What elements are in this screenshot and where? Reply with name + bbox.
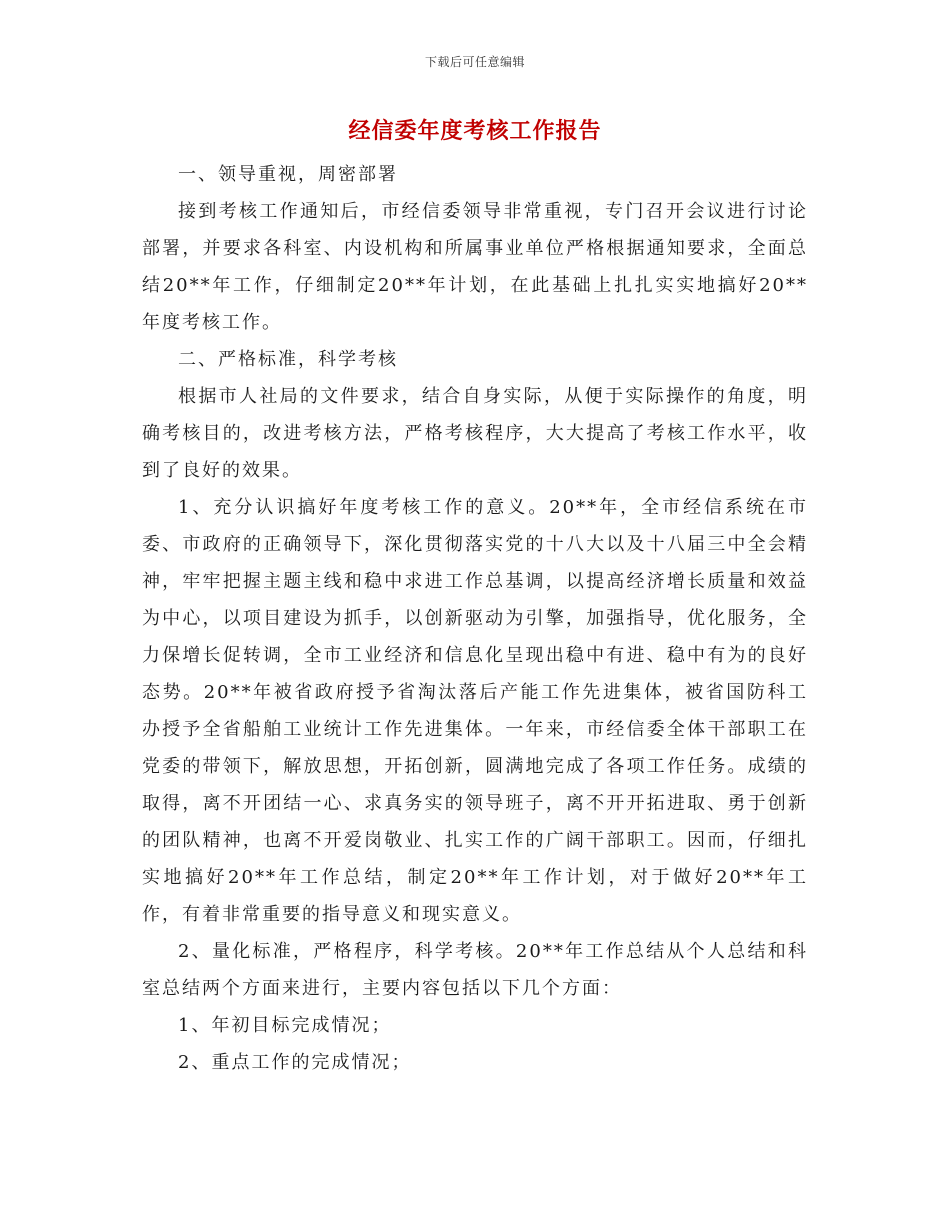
body-paragraph: 1、充分认识搞好年度考核工作的意义。20**年，全市经信系统在市委、市政府的正确领导下，深化贯彻落实党的十八大以及十八届三中全会精神，牢牢把握主题主线和稳中求进工作总基调，以提高经济增长质量和效益为中心，以项目建设为抓手，以创新驱动为引擎，加强指导，优化服务，全力保增长促转调，全市工业经济和信息化呈现出稳中有进、稳中有为的良好态势。20**年被省政府授予省淘汰落后产能工作先进集体，被省国防科工办授予全省船舶工业统计工作先进集体。一年来，市经信委全体干部职工在党委的带领下，解放思想，开拓创新，圆满地完成了各项工作任务。成绩的取得，离不开团结一心、求真务实的领导班子，离不开开拓进取、勇于创新的团队精神，也离不开爱岗敬业、扎实工作的广阔干部职工。因而，仔细扎实地搞好20**年工作总结，制定20**年工作计划，对于做好20**年工作，有着非常重要的指导意义和现实意义。: [142, 497, 808, 925]
body-paragraph: 接到考核工作通知后，市经信委领导非常重视，专门召开会议进行讨论部署，并要求各科室、内设机构和所属事业单位严格根据通知要求，全面总结20**年工作，仔细制定20**年计划，在此基础上扎扎实实地搞好20**年度考核工作。: [142, 201, 808, 333]
section-heading-1: 一、领导重视，周密部署: [178, 164, 398, 185]
body-paragraph: 根据市人社局的文件要求，结合自身实际，从便于实际操作的角度，明确考核目的，改进考核方法，严格考核程序，大大提高了考核工作水平，收到了良好的效果。: [142, 386, 808, 481]
list-item: 1、年初目标完成情况；: [178, 1015, 392, 1036]
page-header-note: 下载后可任意编辑: [424, 55, 525, 69]
document-title: 经信委年度考核工作报告: [348, 118, 602, 144]
list-item: 2、重点工作的完成情况；: [178, 1052, 412, 1073]
document-body: [142, 156, 808, 1081]
section-heading-2: 二、严格标准，科学考核: [178, 349, 398, 370]
body-paragraph: 2、量化标准，严格程序，科学考核。20**年工作总结从个人总结和科室总结两个方面来进行，主要内容包括以下几个方面：: [142, 941, 808, 999]
